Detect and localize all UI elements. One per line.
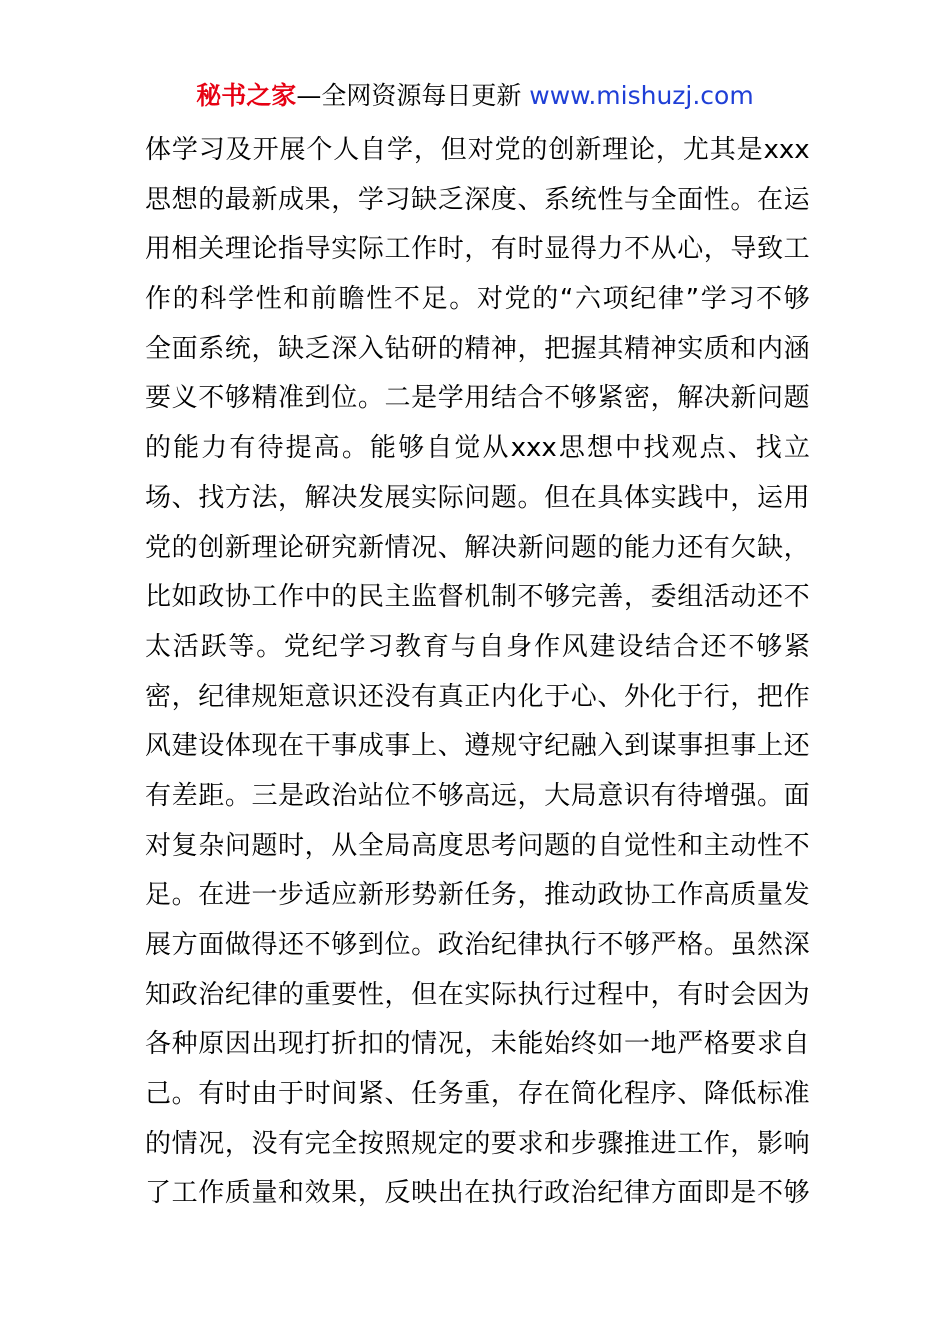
text-line: 的 能 力 有 待 提 高 。 能 够 自 觉 从 xxx 思 想 中 找 观 点 、 找 立	[145, 433, 810, 464]
text-line: 对 复 杂 问 题 时 ， 从 全 局 高 度 思 考 问 题 的 自 觉 性 和 主 动 性 不	[145, 830, 810, 861]
site-url[interactable]: www.mishuzj.com	[529, 81, 754, 110]
text-line: 太 活 跃 等 。 党 纪 学 习 教 育 与 自 身 作 风 建 设 结 合 还 不 够 紧	[145, 631, 810, 662]
text-line: 用 相 关 理 论 指 导 实 际 工 作 时 ， 有 时 显 得 力 不 从 心 ， 导 致 工	[145, 234, 810, 265]
text-line: 思 想 的 最 新 成 果 ， 学 习 缺 乏 深 度 、 系 统 性 与 全 面 性 。 在 运	[145, 184, 810, 215]
text-line: 了 工 作 质 量 和 效 果 ， 反 映 出 在 执 行 政 治 纪 律 方 面 即 是 不 够	[145, 1178, 810, 1209]
text-line: 展 方 面 做 得 还 不 够 到 位 。 政 治 纪 律 执 行 不 够 严 格 。 虽 然 深	[145, 930, 810, 960]
text-line: 知 政 治 纪 律 的 重 要 性 ， 但 在 实 际 执 行 过 程 中 ， 有 时 会 因 为	[145, 979, 810, 1010]
text-line: 体 学 习 及 开 展 个 人 自 学 ， 但 对 党 的 创 新 理 论 ， 尤 其 是 xxx	[145, 135, 810, 165]
text-line: 密 ， 纪 律 规 矩 意 识 还 没 有 真 正 内 化 于 心 、 外 化 于 行 ， 把 作	[145, 681, 810, 712]
text-line: 足 。 在 进 一 步 适 应 新 形 势 新 任 务 ， 推 动 政 协 工 作 高 质 量 发	[145, 880, 810, 911]
text-line: 的 情 况 ， 没 有 完 全 按 照 规 定 的 要 求 和 步 骤 推 进 工 作 ， 影 响	[145, 1128, 810, 1159]
text-line: 各 种 原 因 出 现 打 折 扣 的 情 况 ， 未 能 始 终 如 一 地 严 格 要 求 自	[145, 1029, 810, 1060]
text-line: 党 的 创 新 理 论 研 究 新 情 况 、 解 决 新 问 题 的 能 力 还 有 欠 缺 ，	[145, 532, 810, 563]
text-line: 风 建 设 体 现 在 干 事 成 事 上 、 遵 规 守 纪 融 入 到 谋 事 担 事 上 还	[145, 731, 810, 762]
text-line: 己 。 有 时 由 于 时 间 紧 、 任 务 重 ， 存 在 简 化 程 序 、 降 低 标 准	[145, 1079, 810, 1110]
text-line: 有 差 距 。 三 是 政 治 站 位 不 够 高 远 ， 大 局 意 识 有 待 增 强 。 面	[145, 780, 810, 811]
page-header	[0, 80, 950, 112]
text-line: 比 如 政 协 工 作 中 的 民 主 监 督 机 制 不 够 完 善 ， 委 组 活 动 还 不	[145, 582, 810, 613]
document-body	[145, 126, 810, 1219]
site-tagline: —全网资源每日更新	[296, 81, 522, 110]
text-line: 全 面 系 统 ， 缺 乏 深 入 钻 研 的 精 神 ， 把 握 其 精 神 实 质 和 内 涵	[145, 333, 810, 364]
text-line: 要 义 不 够 精 准 到 位 。 二 是 学 用 结 合 不 够 紧 密 ， 解 决 新 问 题	[145, 383, 810, 414]
text-line: 作 的 科 学 性 和 前 瞻 性 不 足 。 对 党 的 “ 六 项 纪 律 ” 学 习 不 够	[145, 284, 810, 315]
text-line: 场 、 找 方 法 ， 解 决 发 展 实 际 问 题 。 但 在 具 体 实 践 中 ， 运 用	[145, 482, 810, 513]
site-brand: 秘书之家	[196, 81, 297, 110]
